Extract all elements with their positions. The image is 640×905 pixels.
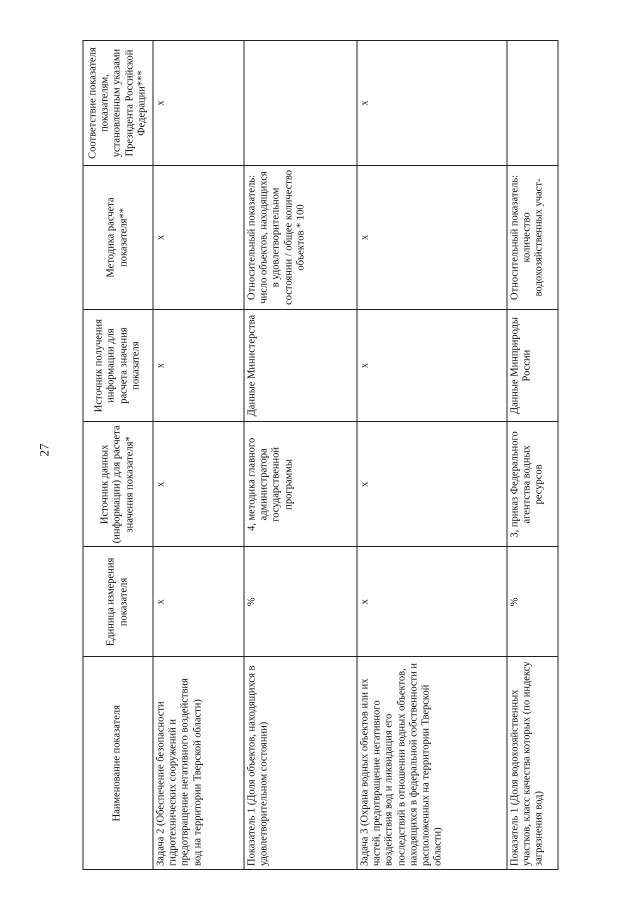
table-cell: х bbox=[357, 41, 507, 166]
header-cell: Наименование показателя bbox=[83, 657, 153, 870]
table-cell: 3, приказ Федерального агентства водных ресурсов bbox=[507, 422, 558, 547]
table-cell: х bbox=[357, 309, 507, 422]
table-cell bbox=[244, 41, 357, 166]
table-cell: х bbox=[357, 422, 507, 547]
table-cell: Относительный показатель: количество водохозяйственных участ- bbox=[507, 166, 558, 310]
table-cell: Данные Минприроды России bbox=[507, 309, 558, 422]
table-header-row bbox=[83, 41, 153, 870]
table-cell: Задача 2 (Обеспечение безопасности гидротехнических сооружений и предотвращение негативного воздействия вод на территории Тверской области) bbox=[153, 657, 244, 870]
table-cell: х bbox=[357, 166, 507, 310]
header-cell: Источник данных (информации) для расчета значения показателя* bbox=[83, 422, 153, 547]
header-cell: Единица измерения показателя bbox=[83, 547, 153, 657]
table-row bbox=[153, 41, 244, 870]
table-row bbox=[244, 41, 357, 870]
table-cell: Показатель 1 (Доля водохозяйственных участков, класс качества которых (по индексу загрязнения вод) bbox=[507, 657, 558, 870]
table-cell: % bbox=[244, 547, 357, 657]
table-cell bbox=[507, 41, 558, 166]
table-cell: 4, методика главного администратора государственной программы bbox=[244, 422, 357, 547]
table-row bbox=[357, 41, 507, 870]
table-cell: х bbox=[153, 309, 244, 422]
table-cell: х bbox=[153, 422, 244, 547]
table-cell: Относительный показатель: число объектов, находящихся в удовлетворительном состоянии / общее количество объектов * 100 bbox=[244, 166, 357, 310]
rotated-table-wrapper bbox=[83, 40, 558, 870]
header-cell: Методика расчета показателя** bbox=[83, 166, 153, 310]
table-row bbox=[507, 41, 558, 870]
page-number: 27 bbox=[36, 443, 52, 457]
table-cell: % bbox=[507, 547, 558, 657]
table-cell: х bbox=[153, 41, 244, 166]
indicator-table bbox=[83, 40, 559, 870]
header-cell: Соответствие показателя показателям, установленным указами Президента Российской Федерации*** bbox=[83, 41, 153, 166]
table-cell: Задача 3 (Охрана водных объектов или их частей, предотвращение негативного воздействия вод и ликвидация его последствий в отношении водных объектов, находящихся в федеральной собственности и расположенных на территории Тверской области) bbox=[357, 657, 507, 870]
table-cell: х bbox=[153, 166, 244, 310]
header-cell: Источник получения информации для расчета значения показателя bbox=[83, 309, 153, 422]
table-cell: Показатель 1 (Доля объектов, находящихся в удовлетворительном состоянии) bbox=[244, 657, 357, 870]
table-cell: х bbox=[357, 547, 507, 657]
table-cell: Данные Министерства bbox=[244, 309, 357, 422]
table-cell: х bbox=[153, 547, 244, 657]
